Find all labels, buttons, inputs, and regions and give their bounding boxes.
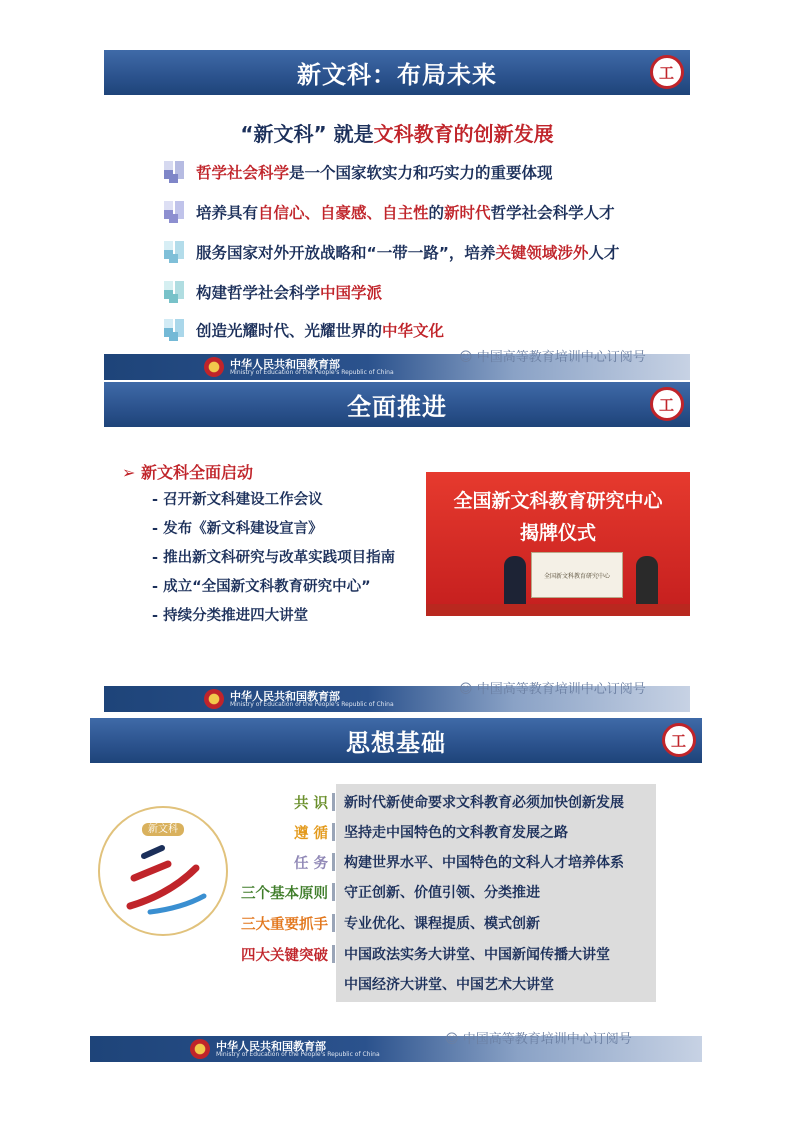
slide-1: [104, 50, 690, 380]
list-item: [164, 238, 619, 266]
bullet-text: 哲学社会科学: [196, 164, 290, 182]
institution-logo-icon: 工: [650, 55, 684, 89]
bullet-text: 中华文化: [382, 322, 445, 340]
table-row: 坚持走中国特色的文科教育发展之路: [344, 825, 568, 841]
row-label: 四大关键突破: [241, 948, 328, 964]
bullet-text: 人才: [588, 244, 620, 262]
label-divider: [332, 883, 335, 901]
table-row: 专业优化、课程提质、模式创新: [344, 916, 540, 932]
label-divider: [332, 945, 335, 963]
bullet-text: 关键领域涉外: [495, 244, 589, 262]
bullet-text: 自信心、自豪感、自主性: [258, 204, 429, 222]
slide-2-heading: ➢ 新文科全面启动: [122, 463, 253, 482]
bullet-text: 是一个国家软实力和巧实力的重要体现: [289, 164, 553, 182]
label-divider: [332, 853, 335, 871]
plaque-text: 全国新文科教育研究中心: [543, 573, 610, 580]
row-label: 遵 循: [293, 826, 328, 842]
ministry-name: 中华人民共和国教育部: [230, 358, 340, 371]
institution-logo-icon: 工: [662, 723, 696, 757]
list-item: - 推出新文科研究与改革实践项目指南: [152, 550, 396, 566]
slide-1-headline: “新文科” 就是文科教育的创新发展: [240, 122, 554, 146]
row-label: 任 务: [293, 856, 328, 872]
slide-3-title-text: 思想基础: [346, 729, 446, 757]
slide-footer: [104, 682, 690, 712]
ministry-name-en: Ministry of Education of the People's Republic of China: [216, 1051, 380, 1058]
ministry-name-en: Ministry of Education of the People's Republic of China: [230, 701, 394, 708]
badge-swoosh-icon: [100, 808, 226, 934]
row-label: 三大重要抓手: [241, 917, 328, 933]
list-item: [164, 316, 444, 344]
ministry-name-en: Ministry of Education of the People's Republic of China: [230, 369, 394, 376]
row-label: 三个基本原则: [241, 886, 328, 902]
table-row: 守正创新、价值引领、分类推进: [344, 885, 540, 901]
table-row: 构建世界水平、中国特色的文科人才培养体系: [344, 855, 624, 871]
list-item: [164, 198, 615, 226]
institution-logo-icon: 工: [650, 387, 684, 421]
bullet-text: 培养具有: [196, 204, 259, 222]
slide-2-title-text: 全面推进: [347, 393, 447, 421]
slide-3-title: [90, 718, 702, 763]
slide-1-title-text: 新文科：布局未来: [297, 61, 497, 89]
slide-2: [104, 382, 690, 712]
bullet-text: 哲学社会科学人才: [490, 204, 615, 222]
list-item: - 持续分类推进四大讲堂: [152, 608, 309, 624]
bullet-text: 创造光耀时代、光耀世界的: [196, 322, 383, 340]
slide-3: [90, 718, 702, 1062]
national-emblem-icon: [190, 1039, 210, 1059]
slide-2-title: [104, 382, 690, 427]
plaque: [531, 552, 623, 598]
label-divider: [332, 793, 335, 811]
bullet-text: 构建哲学社会科学: [196, 284, 321, 302]
slide-footer: [104, 350, 690, 380]
national-emblem-icon: [204, 357, 224, 377]
list-item: - 成立“全国新文科教育研究中心”: [152, 579, 371, 595]
row-label: 共 识: [293, 796, 328, 812]
list-item: - 发布《新文科建设宣言》: [152, 521, 323, 537]
bullet-text: 中国学派: [320, 284, 383, 302]
stage-floor: [426, 604, 690, 616]
table-row: 中国经济大讲堂、中国艺术大讲堂: [344, 977, 554, 993]
bullet-text: 的: [428, 204, 445, 222]
bullet-text: 新时代: [444, 204, 491, 222]
bullet-square-icon: [164, 241, 186, 263]
ceremony-photo: [426, 472, 690, 616]
table-row: 新时代新使命要求文科教育必须加快创新发展: [344, 795, 624, 811]
bullet-square-icon: [164, 161, 186, 183]
list-item: [164, 158, 553, 186]
ministry-name: 中华人民共和国教育部: [230, 690, 340, 703]
wechat-watermark: ☺ 中国高等教育培训中心订阅号: [459, 682, 646, 697]
bullet-square-icon: [164, 201, 186, 223]
bullet-text: 服务国家对外开放战略和“一带一路”，培养: [196, 244, 496, 262]
ministry-name: 中华人民共和国教育部: [216, 1040, 326, 1053]
photo-banner-line2: 揭牌仪式: [519, 522, 596, 544]
bullet-square-icon: [164, 319, 186, 341]
national-emblem-icon: [204, 689, 224, 709]
label-divider: [332, 914, 335, 932]
list-item: - 召开新文科建设工作会议: [152, 492, 323, 508]
bullet-square-icon: [164, 281, 186, 303]
slide-footer: [90, 1032, 702, 1062]
list-item: [164, 278, 382, 306]
photo-banner-line1: 全国新文科教育研究中心: [453, 490, 663, 512]
slide-1-title: [104, 50, 690, 95]
table-row: 中国政法实务大讲堂、中国新闻传播大讲堂: [344, 947, 610, 963]
wechat-watermark: ☺ 中国高等教育培训中心订阅号: [459, 350, 646, 365]
label-divider: [332, 823, 335, 841]
wechat-watermark: ☺ 中国高等教育培训中心订阅号: [445, 1032, 632, 1047]
new-liberal-arts-badge-icon: 新文科: [98, 806, 228, 936]
